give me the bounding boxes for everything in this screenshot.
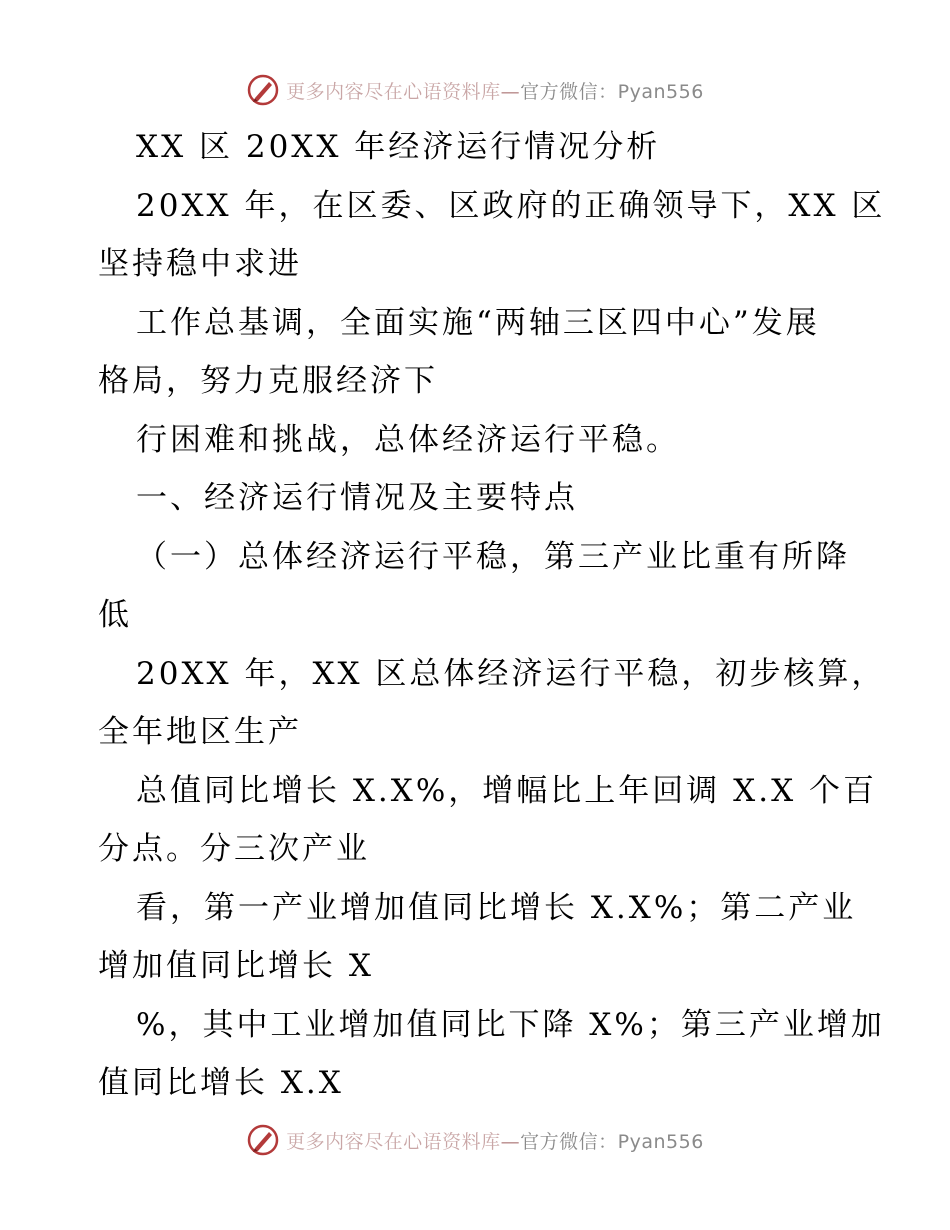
pen-circle-icon <box>246 1123 280 1157</box>
paragraph-line: 值同比增长 X.X <box>98 1065 344 1101</box>
document-title: XX 区 20XX 年经济运行情况分析 <box>136 129 661 165</box>
paragraph-line: %，其中工业增加值同比下降 X%；第三产业增加 <box>136 1006 885 1043</box>
subsection-heading: （一）总体经济运行平稳，第三产业比重有所降 <box>136 538 850 575</box>
header-watermark <box>246 73 704 107</box>
paragraph-line: 20XX 年，XX 区总体经济运行平稳，初步核算， <box>136 655 886 692</box>
subsection-heading-cont: 低 <box>98 597 132 633</box>
paragraph-line: 增加值同比增长 X <box>98 948 374 984</box>
paragraph-line: 20XX 年，在区委、区政府的正确领导下，XX 区 <box>136 187 886 224</box>
section-heading: 一、经济运行情况及主要特点 <box>136 480 578 516</box>
paragraph-line: 格局，努力克服经济下 <box>98 363 438 399</box>
footer-watermark <box>246 1123 704 1157</box>
paragraph-line: 总值同比增长 X.X%，增幅比上年回调 X.X 个百 <box>136 772 878 809</box>
header-watermark-text <box>286 77 704 104</box>
promo-text: 更多内容尽在心语资料库 <box>286 80 501 103</box>
separator: — <box>500 1130 521 1153</box>
header-watermark-banner <box>0 70 950 110</box>
paragraph-line: 工作总基调，全面实施“两轴三区四中心”发展 <box>136 304 820 341</box>
paragraph-line: 坚持稳中求进 <box>98 246 302 282</box>
footer-watermark-text <box>286 1127 704 1154</box>
official-wechat-text: 官方微信：Pyan556 <box>520 1130 704 1153</box>
official-wechat-text: 官方微信：Pyan556 <box>520 80 704 103</box>
footer-watermark-banner <box>0 1120 950 1160</box>
promo-text: 更多内容尽在心语资料库 <box>286 1130 501 1153</box>
paragraph-line: 分点。分三次产业 <box>98 831 370 867</box>
paragraph-line: 全年地区生产 <box>98 714 302 750</box>
separator: — <box>500 80 521 103</box>
document-body <box>98 118 886 1113</box>
paragraph-line: 看，第一产业增加值同比增长 X.X%；第二产业 <box>136 889 857 926</box>
paragraph-line: 行困难和挑战，总体经济运行平稳。 <box>136 421 680 458</box>
pen-circle-icon <box>246 73 280 107</box>
